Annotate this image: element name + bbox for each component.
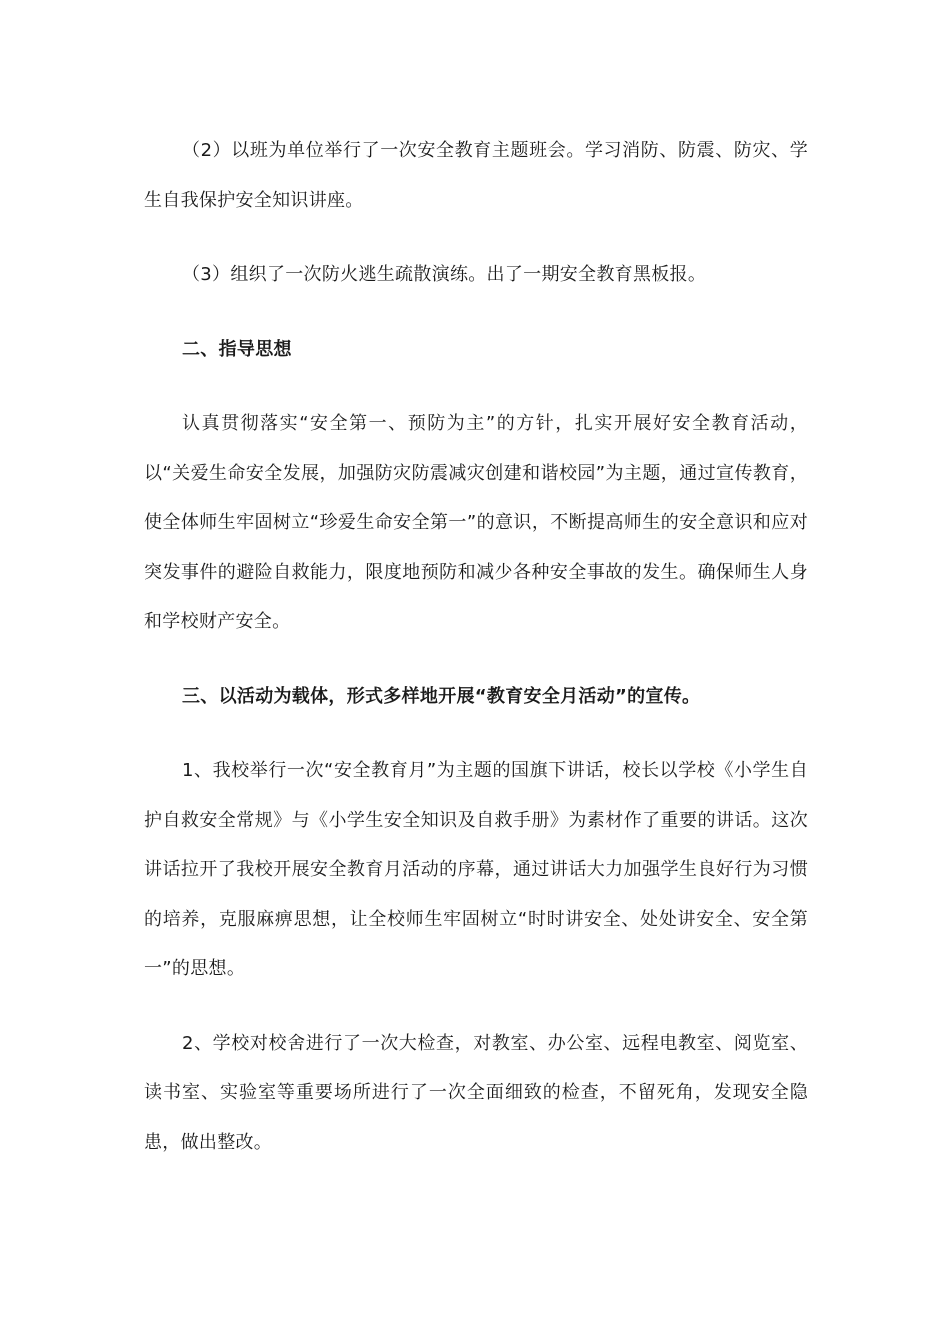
heading-guiding-ideology: 二、指导思想	[182, 338, 292, 360]
paragraph-class-meeting: （2）以班为单位举行了一次安全教育主题班会。学习消防、防震、防灾、学生自我保护安全知识讲座。	[144, 140, 808, 211]
heading-activities: 三、以活动为载体，形式多样地开展“教育安全月活动”的宣传。	[182, 685, 701, 707]
document-body	[144, 126, 808, 1192]
paragraph-guiding-ideology: 认真贯彻落实“安全第一、预防为主”的方针，扎实开展好安全教育活动，以“关爱生命安全发展，加强防灾防震减灾创建和谐校园”为主题，通过宣传教育，使全体师生牢固树立“珍爱生命安全第一”的意识，不断提高师生的安全意识和应对突发事件的避险自救能力，限度地预防和减少各种安全事故的发生。确保师生人身和学校财产安全。	[144, 413, 808, 632]
paragraph-inspection: 2、学校对校舍进行了一次大检查，对教室、办公室、远程电教室、阅览室、读书室、实验室等重要场所进行了一次全面细致的检查，不留死角，发现安全隐患，做出整改。	[144, 1032, 808, 1153]
paragraph-flag-speech: 1、我校举行一次“安全教育月”为主题的国旗下讲话，校长以学校《小学生自护自救安全常规》与《小学生安全知识及自救手册》为素材作了重要的讲话。这次讲话拉开了我校开展安全教育月活动的序幕，通过讲话大力加强学生良好行为习惯的培养，克服麻痹思想，让全校师生牢固树立“时时讲安全、处处讲安全、安全第一”的思想。	[144, 760, 808, 979]
paragraph-fire-drill: （3）组织了一次防火逃生疏散演练。出了一期安全教育黑板报。	[182, 264, 707, 285]
